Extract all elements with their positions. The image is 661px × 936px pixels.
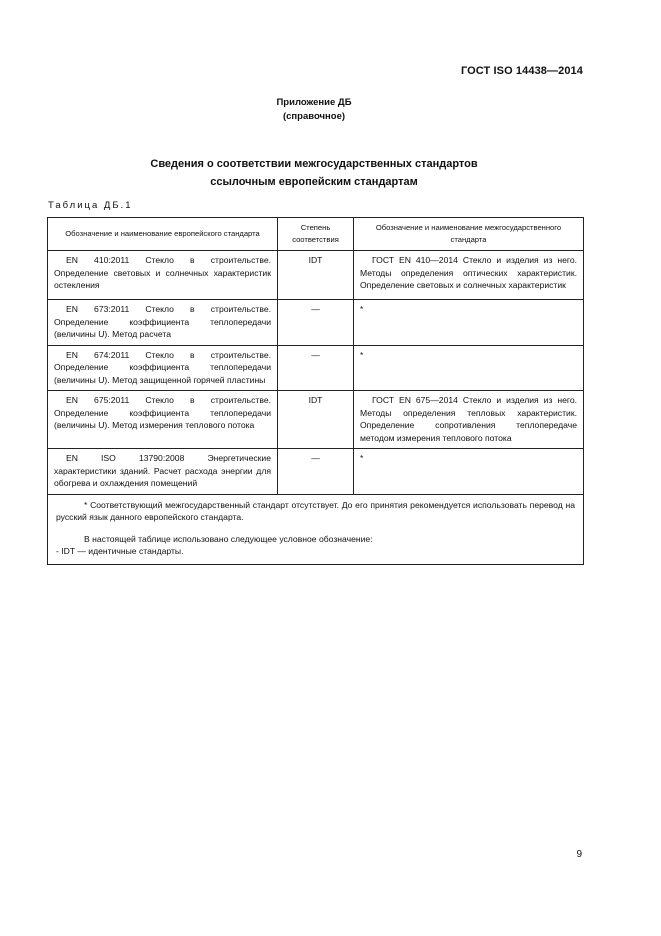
appendix-block <box>0 96 628 124</box>
table-notes-row <box>48 494 584 564</box>
table-header-row <box>48 218 584 251</box>
appendix-subtitle: (справочное) <box>282 111 346 122</box>
table-notes <box>48 494 584 564</box>
table-row <box>48 300 584 346</box>
european-standard-cell: EN 675:2011 Стекло в строительстве. Определение коэффициента теплопередачи (величины U). Метод измерения теплового потока <box>48 391 278 449</box>
page-number: 9 <box>576 849 582 860</box>
interstate-standard-cell: ГОСТ EN 675—2014 Стекло и изделия из него. Методы определения тепловых характеристик. Определение сопротивления теплопередаче методом измерения теплового потока <box>354 391 584 449</box>
european-standard-cell: EN 673:2011 Стекло в строительстве. Определение коэффициента теплопередачи (величины U). Метод расчета <box>48 300 278 346</box>
table-row <box>48 345 584 391</box>
european-standard-cell: EN 410:2011 Стекло в строительстве. Определение световых и солнечных характеристик остекления <box>48 251 278 300</box>
degree-cell: — <box>278 449 354 495</box>
column-header: Степень соответствия <box>278 218 354 251</box>
interstate-standard-cell: * <box>354 300 584 346</box>
table-row <box>48 391 584 449</box>
european-standard-cell: EN 674:2011 Стекло в строительстве. Определение коэффициента теплопередачи (величины U). Метод защищенной горячей пластины <box>48 345 278 391</box>
table-caption: Таблица ДБ.1 <box>48 200 133 211</box>
heading-line-1: Сведения о соответствии межгосударственных стандартов <box>150 158 478 170</box>
column-header: Обозначение и наименование европейского стандарта <box>48 218 278 251</box>
legend-intro: В настоящей таблице использовано следующее условное обозначение: <box>84 533 373 544</box>
heading-line-2: ссылочным европейским стандартам <box>210 176 418 188</box>
section-heading <box>0 155 628 191</box>
interstate-standard-cell: ГОСТ EN 410—2014 Стекло и изделия из него. Методы определения оптических характеристик. Определение световых и солнечных характеристик <box>354 251 584 300</box>
interstate-standard-cell: * <box>354 345 584 391</box>
interstate-standard-cell: * <box>354 449 584 495</box>
european-standard-cell: EN ISO 13790:2008 Энергетические характеристики зданий. Расчет расхода энергии для обогрева и охлаждения помещений <box>48 449 278 495</box>
table-row <box>48 251 584 300</box>
degree-cell: IDT <box>278 391 354 449</box>
degree-cell: — <box>278 345 354 391</box>
legend-item: - IDT — идентичные стандарты. <box>56 546 184 556</box>
appendix-title: Приложение ДБ <box>276 97 352 108</box>
table-row <box>48 449 584 495</box>
footnote: * Соответствующий межгосударственный стандарт отсутствует. До его принятия рекомендуется использовать перевод на русский язык данного европейского стандарта. <box>56 499 575 522</box>
degree-cell: — <box>278 300 354 346</box>
degree-cell: IDT <box>278 251 354 300</box>
document-header: ГОСТ ISO 14438—2014 <box>460 65 583 77</box>
column-header: Обозначение и наименование межгосударственного стандарта <box>354 218 584 251</box>
correspondence-table <box>47 217 584 565</box>
